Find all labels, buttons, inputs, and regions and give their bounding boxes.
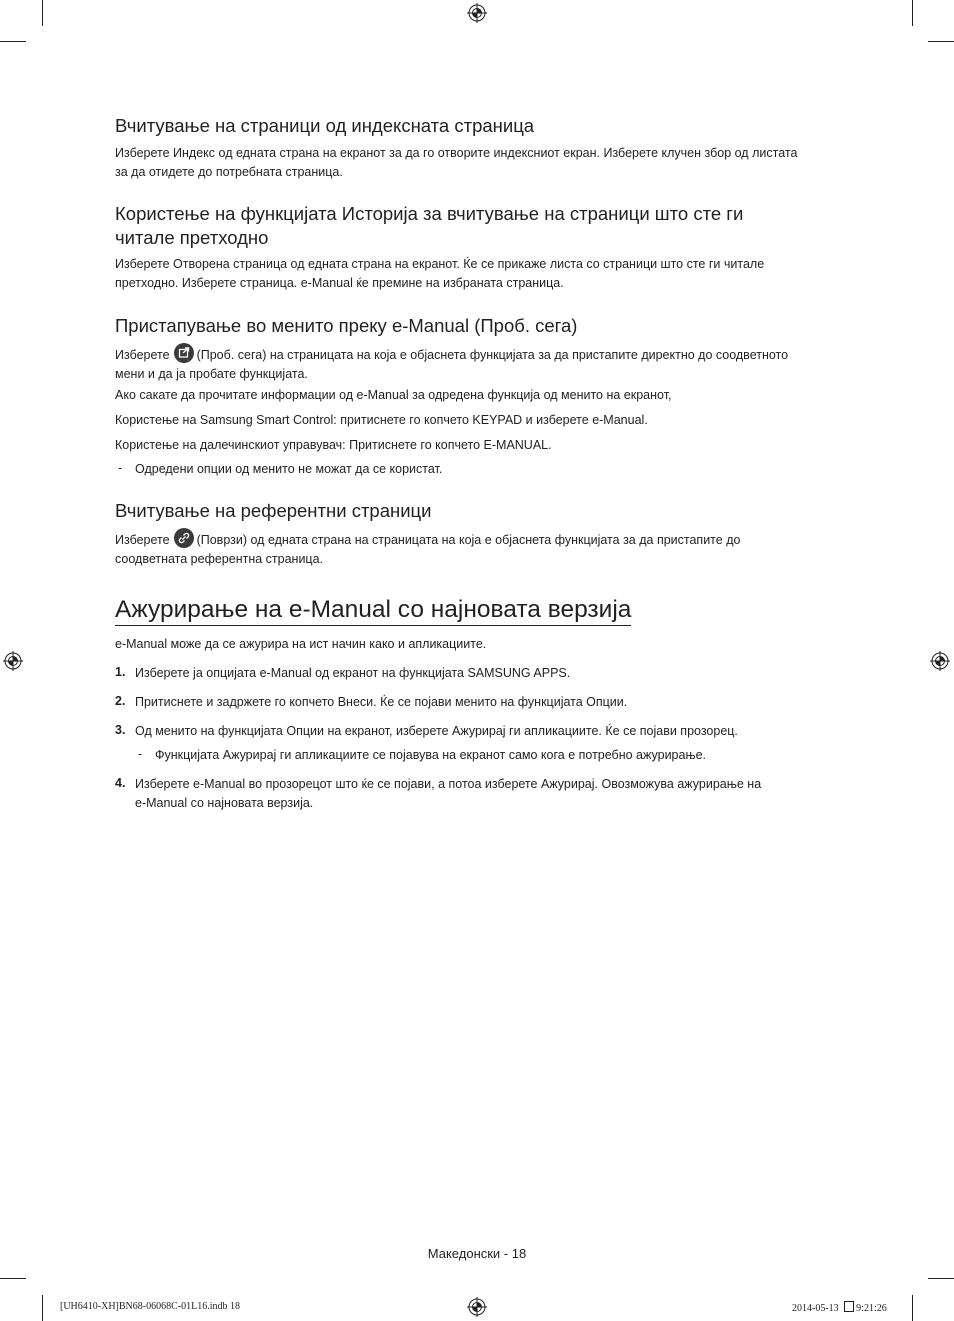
crop-mark (928, 1278, 954, 1279)
step-number: 3. (115, 723, 126, 737)
text: ) на страницата на која е објаснета функцијата за да пристапите директно до соодветното (262, 348, 789, 362)
step-number: 2. (115, 694, 126, 708)
text: од екранот на функцијата (311, 666, 468, 680)
text: . (644, 413, 648, 427)
text: мени и да ја пробате функцијата. (115, 367, 308, 381)
time-text: 9:21:26 (856, 1303, 887, 1314)
text: . Ќе се појави прозорец. (598, 724, 738, 738)
text: . (548, 438, 552, 452)
registration-mark-icon (467, 3, 487, 23)
menu-term-emanual: e-Manual (259, 666, 312, 680)
step-3 (135, 722, 825, 741)
step-3-note (155, 746, 845, 765)
update-intro: e-Manual може да се ажурира на ист начин како и апликациите. (115, 637, 487, 651)
text: и изберете (522, 413, 593, 427)
paragraph-smart-control (115, 411, 835, 430)
text: . Овозможува ажурирање на (594, 777, 762, 791)
text: соодветната референтна страница. (115, 552, 324, 566)
step-4 (135, 775, 825, 813)
text: . (566, 666, 571, 680)
text: од едната страна на екранот. Ќе се прикаже листа со страници што сте ги читале (287, 257, 765, 271)
text: се појавува на екранот само кога е потребно ажурирање. (369, 748, 707, 762)
text: Од менито на функцијата Опции на екранот, изберете (135, 724, 453, 738)
text: ( (196, 348, 201, 362)
title-line: читале претходно (115, 227, 269, 248)
menu-term-update-apps: Ажурирај ги апликациите (452, 724, 599, 738)
text: со најновата верзија. (187, 796, 314, 810)
menu-term-samsung-apps: SAMSUNG APPS (467, 666, 567, 680)
note-try-now: Одредени опции од менито не можат да се користат. (135, 462, 443, 476)
file-slug: [UH6410-XH]BN68-06068C-01L16.indb 18 (60, 1301, 240, 1312)
paragraph-index (115, 144, 835, 182)
paragraph-remote (115, 436, 835, 455)
paragraph-try-now (115, 343, 835, 384)
registration-mark-icon (930, 651, 950, 671)
text: Ако сакате да прочитате информации од (115, 388, 357, 402)
text: за да отидете до потребната страница. (115, 165, 343, 179)
text: : Притиснете го копчето (342, 438, 484, 452)
text: ) од едната страна на страницата на која е објаснета функцијата за да пристапите до (242, 533, 741, 547)
menu-term-try-now: Проб. сега (200, 348, 263, 362)
step-2: Притиснете и задржете го копчето Внеси. Ќе се појави менито на функцијата Опции. (135, 695, 628, 709)
paragraph-history (115, 255, 835, 293)
note-dash: - (138, 747, 143, 761)
date-text: 2014-05-13 (792, 1303, 839, 1314)
key-keypad: KEYPAD (472, 413, 523, 427)
menu-term-emanual: e-Manual (193, 777, 246, 791)
title-line: Користење на функцијата Историја за вчитување на страници што сте ги (115, 203, 744, 224)
registration-mark-icon (467, 1297, 487, 1317)
page-title: Ажурирање на e-Manual со најновата верзија (115, 595, 631, 626)
text: : притиснете го копчето (333, 413, 473, 427)
section-title-try-now: Пристапување во менито преку e-Manual (Проб. сега) (115, 315, 578, 336)
step-number: 1. (115, 665, 126, 679)
paragraph-links (115, 528, 835, 569)
menu-term-emanual: e-Manual (135, 796, 188, 810)
menu-term-open-page: Отворена страница (173, 257, 288, 271)
text: од едната страна на екранот за да го отворите индексниот екран. Изберете клучен збор од листата (215, 146, 798, 160)
key-emanual: E-MANUAL (483, 438, 549, 452)
menu-term-update-apps: Ажурирај ги апликациите (222, 748, 370, 762)
registration-mark-icon (3, 651, 23, 671)
text: Изберете (135, 777, 194, 791)
paragraph-try-now-2 (115, 386, 835, 405)
label-smart-control: Користење на Samsung Smart Control (115, 413, 334, 427)
date-slug (792, 1301, 887, 1314)
page-number (0, 1246, 954, 1261)
crop-mark (42, 0, 43, 26)
text: во прозорецот што ќе се појави, а потоа изберете (245, 777, 541, 791)
page-number-text: Македонски - 18 (427, 1246, 527, 1261)
text: Изберете (115, 146, 174, 160)
crop-mark (0, 41, 26, 42)
menu-term-emanual: e-Manual (592, 413, 645, 427)
menu-term-index: Индекс (173, 146, 216, 160)
share-arrow-icon (174, 343, 194, 363)
note-dash: - (118, 461, 123, 475)
crop-mark (928, 41, 954, 42)
section-title-history (115, 202, 815, 250)
crop-mark (42, 1295, 43, 1321)
text: Изберете (115, 533, 170, 547)
unknown-glyph-icon (844, 1301, 854, 1312)
text: Изберете (115, 257, 174, 271)
text: Изберете ја опцијата (135, 666, 260, 680)
crop-mark (912, 1295, 913, 1321)
text: за одредена функција од менито на екранот, (408, 388, 672, 402)
step-1 (135, 664, 825, 683)
section-title-links: Вчитување на референтни страници (115, 500, 432, 521)
text: претходно. Изберете страница. e-Manual ќе премине на избраната страница. (115, 276, 564, 290)
section-title-index: Вчитување на страници од индексната страница (115, 115, 535, 136)
menu-term-update: Ажурирај (540, 777, 595, 791)
step-number: 4. (115, 776, 126, 790)
menu-term-link: Поврзи (200, 533, 243, 547)
text: Функцијата (155, 748, 223, 762)
text: ( (196, 533, 201, 547)
crop-mark (0, 1278, 26, 1279)
label-remote: Користење на далечинскиот управувач (115, 438, 343, 452)
menu-term-emanual: e-Manual (356, 388, 409, 402)
link-chain-icon (174, 528, 194, 548)
crop-mark (912, 0, 913, 26)
text: Изберете (115, 348, 170, 362)
